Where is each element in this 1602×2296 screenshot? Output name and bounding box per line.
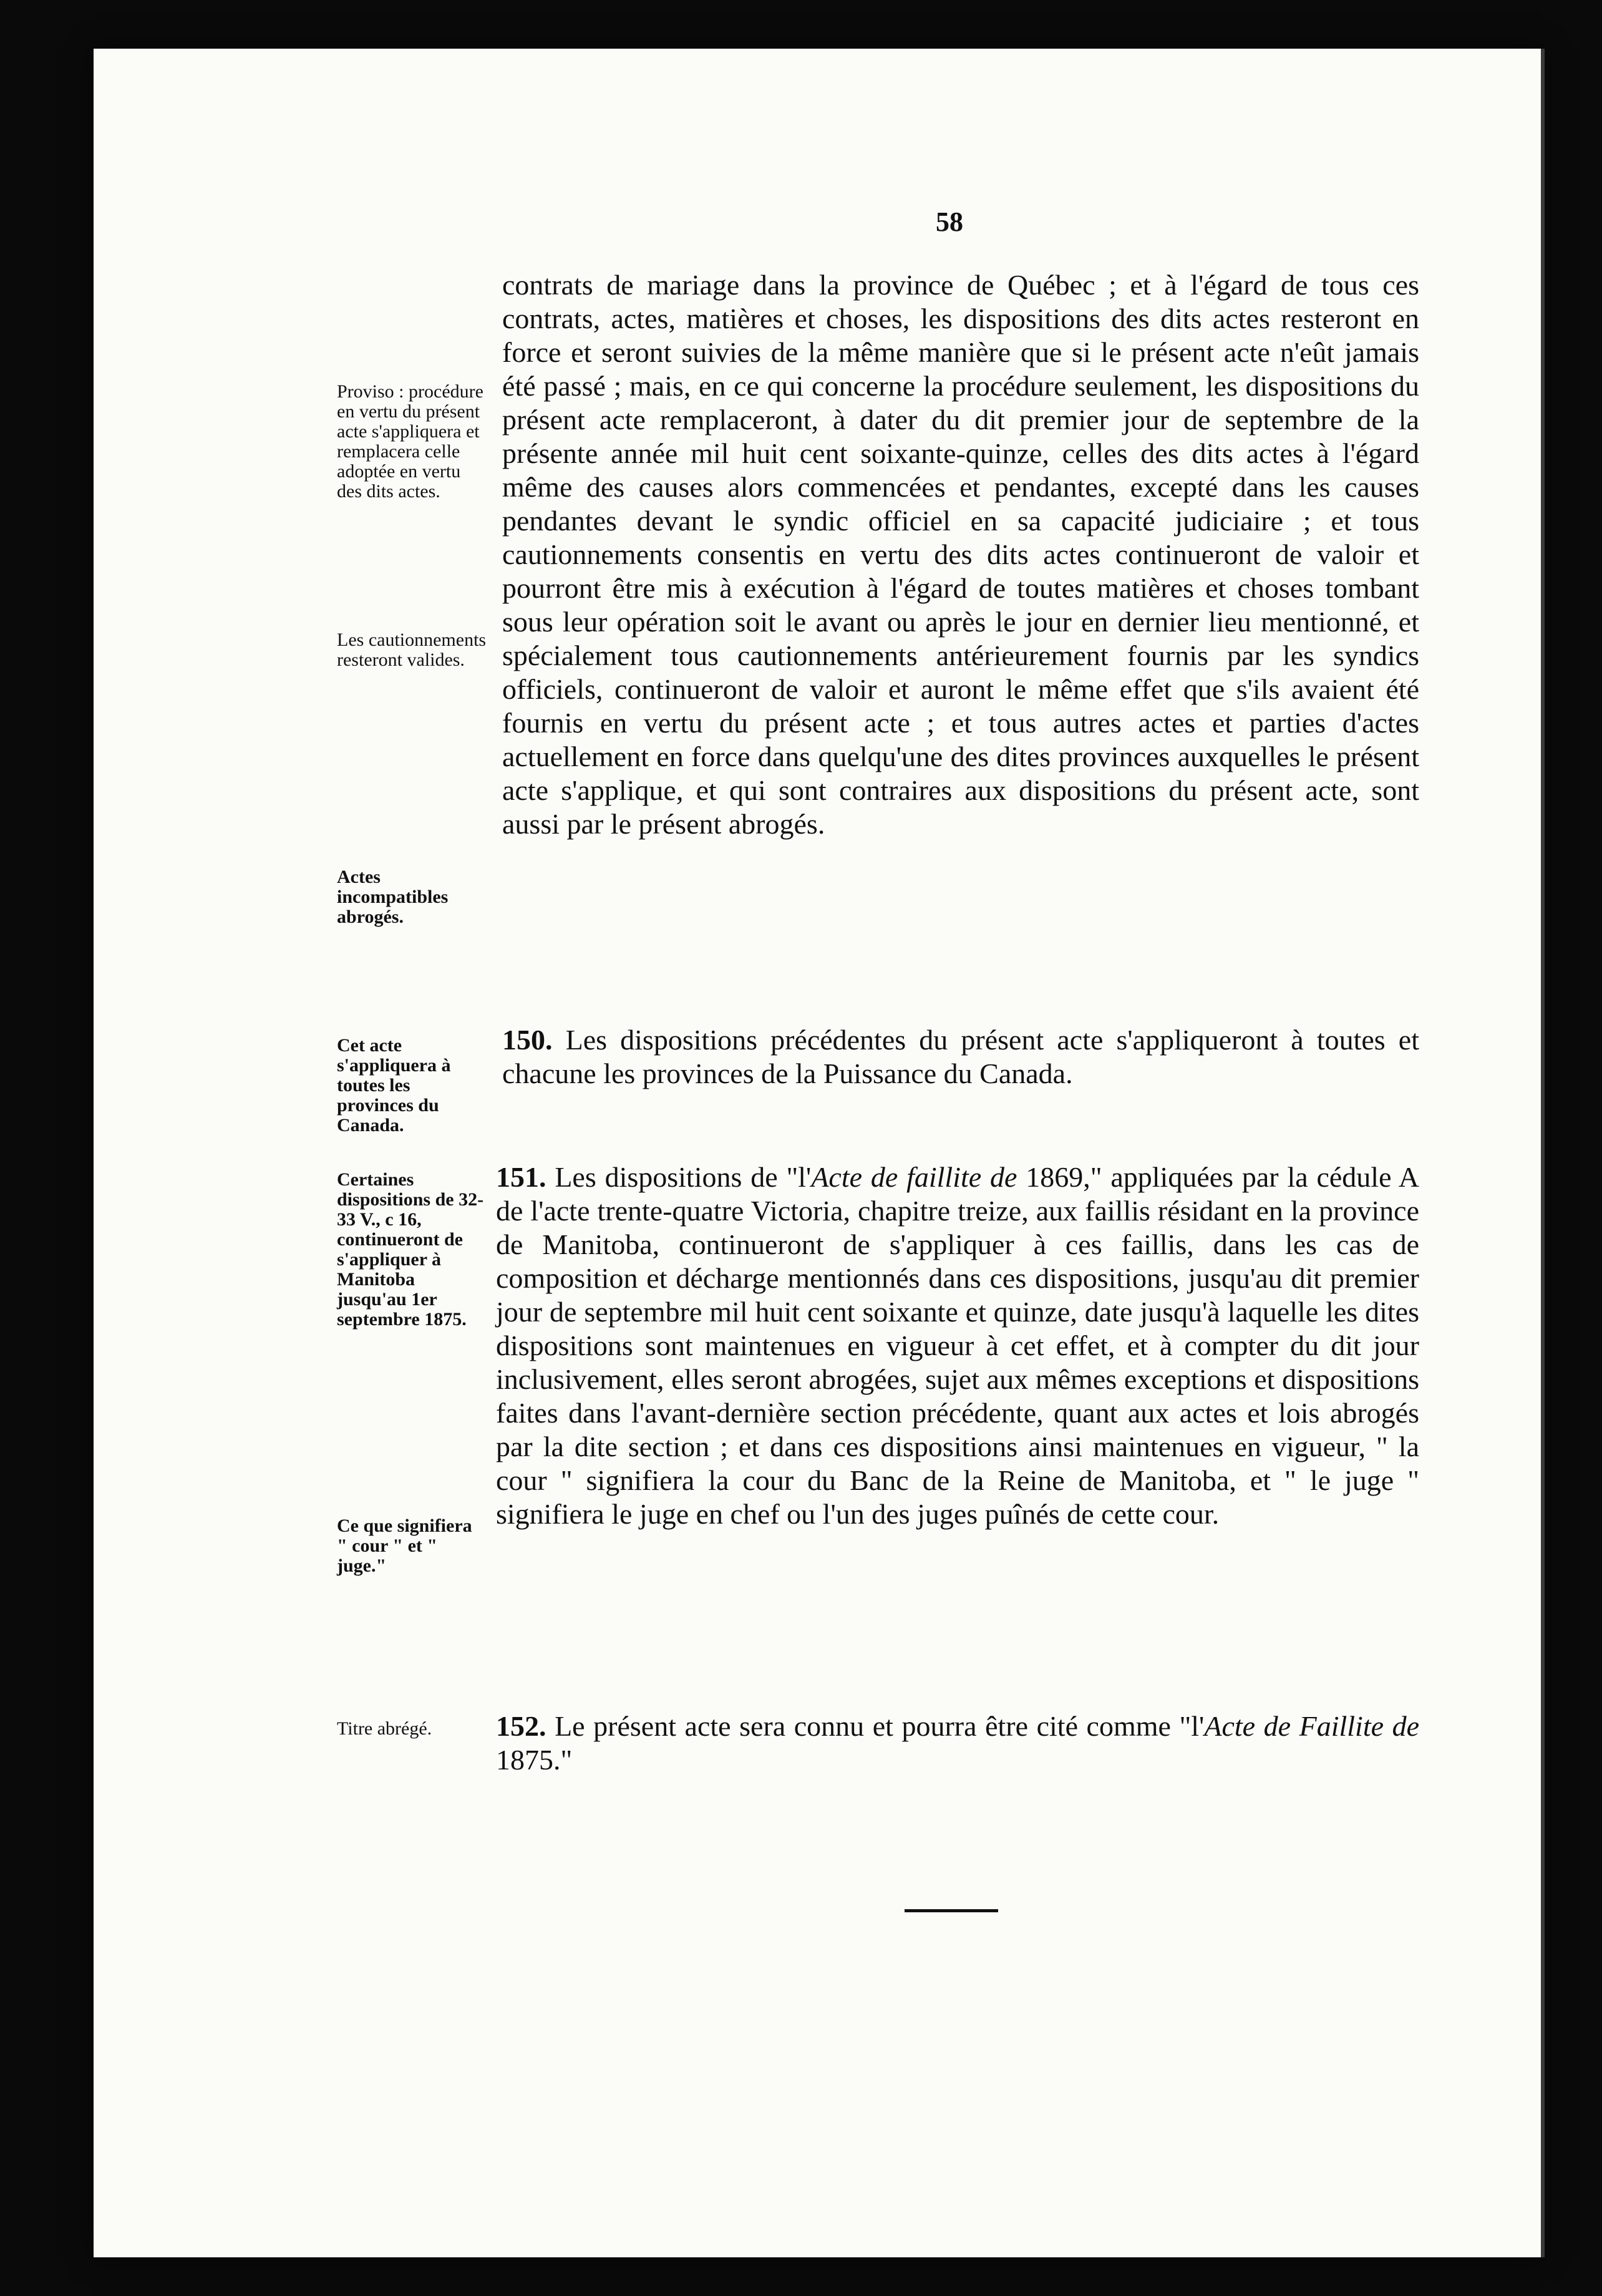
section-152-text-after: 1875." [496, 1744, 573, 1776]
section-150-number: 150. [502, 1024, 553, 1056]
margin-note-actes-incompatibles: Actes incompatibles abrogés. [337, 867, 449, 927]
margin-note-titre-abrege: Titre abrégé. [337, 1718, 432, 1739]
continuation-paragraph [502, 268, 1419, 841]
margin-note-ce-que-signifiera: Ce que signifiera " cour " et " juge." [337, 1515, 472, 1576]
section-151-text-after: 1869," appliquées par la cédule A de l'acte trente-quatre Victoria, chapitre treize, aux faillis résidant en la province de Manitoba, continueront de s'appliquer à ces faillis, dans les cas de composition et décharge mentionnés dans ces dispositions, jusqu'au dit premier jour de septembre mil huit cent soixante et quinze, date jusqu'à laquelle les dites dispositions sont maintenues en vigueur à cet effet, et à compter du dit jour inclusivement, elles seront abrogées, sujet aux mêmes exceptions et dispositions faites dans l'avant-dernière section précédente, quant aux actes et lois abrogés par la dite section ; et dans ces dispositions ainsi maintenues en vigueur, " la cour " signifiera la cour du Banc de la Reine de Manitoba, et " le juge " signifiera le juge en chef ou l'un des juges puînés de cette cour. [496, 1161, 1420, 1530]
section-151-text-before: Les dispositions de "l' [555, 1161, 812, 1193]
page-number: 58 [936, 207, 963, 237]
section-152 [496, 1710, 1419, 1777]
section-150 [502, 1023, 1419, 1091]
margin-note-proviso: Proviso : procédure en vertu du présent acte s'appliquera et remplacera celle adoptée en vertu des dits actes. [337, 381, 483, 502]
margin-note-certaines-dispositions: Certaines dispositions de 32-33 V., c 16, continueront de s'appliquer à Manitoba jusqu'au 1er septembre 1875. [337, 1169, 484, 1330]
section-151 [496, 1160, 1419, 1531]
page-edge [1541, 49, 1545, 2257]
margin-note-cautionnements: Les cautionnements resteront valides. [337, 630, 487, 670]
continuation-text: contrats de mariage dans la province de Québec ; et à l'égard de tous ces contrats, actes, matières et choses, les dispositions des dits actes resteront en force et seront suivies de la même manière que si le présent acte n'eût jamais été passé ; mais, en ce qui concerne la procédure seulement, les dispositions du présent acte remplaceront, à dater du dit premier jour de septembre de la présente année mil huit cent soixante-quinze, celles des dits actes à l'égard même des causes alors commencées et pendantes, excepté dans les causes pendantes devant le syndic officiel en sa capacité judiciaire ; et tous cautionnements consentis en vertu des dits actes continueront de valoir et pourront être mis à exécution à l'égard de toutes matières et choses tombant sous leur opération soit le avant ou après le jour en dernier lieu mentionné, et spécialement tous cautionnements antérieurement fournis par les syndics officiels, continueront de valoir et auront le même effet que s'ils avaient été fournis en vertu du présent acte ; et tous autres actes et parties d'actes actuellement en force dans quelqu'une des dites provinces auxquelles le présent acte s'applique, et qui sont contraires aux dispositions du présent acte, sont aussi par le présent abrogés. [502, 269, 1419, 840]
section-151-number: 151. [496, 1161, 546, 1193]
section-152-text-before: Le présent acte sera connu et pourra être cité comme "l' [555, 1710, 1205, 1742]
end-rule [905, 1909, 998, 1912]
section-152-number: 152. [496, 1710, 546, 1742]
section-151-act-title: Acte de faillite de [811, 1161, 1017, 1193]
section-152-act-title: Acte de Faillite de [1204, 1710, 1420, 1742]
section-150-text: Les dispositions précédentes du présent acte s'appliqueront à toutes et chacune les provinces de la Puissance du Canada. [502, 1024, 1420, 1089]
margin-note-cet-acte: Cet acte s'appliquera à toutes les provinces du Canada. [337, 1035, 451, 1136]
